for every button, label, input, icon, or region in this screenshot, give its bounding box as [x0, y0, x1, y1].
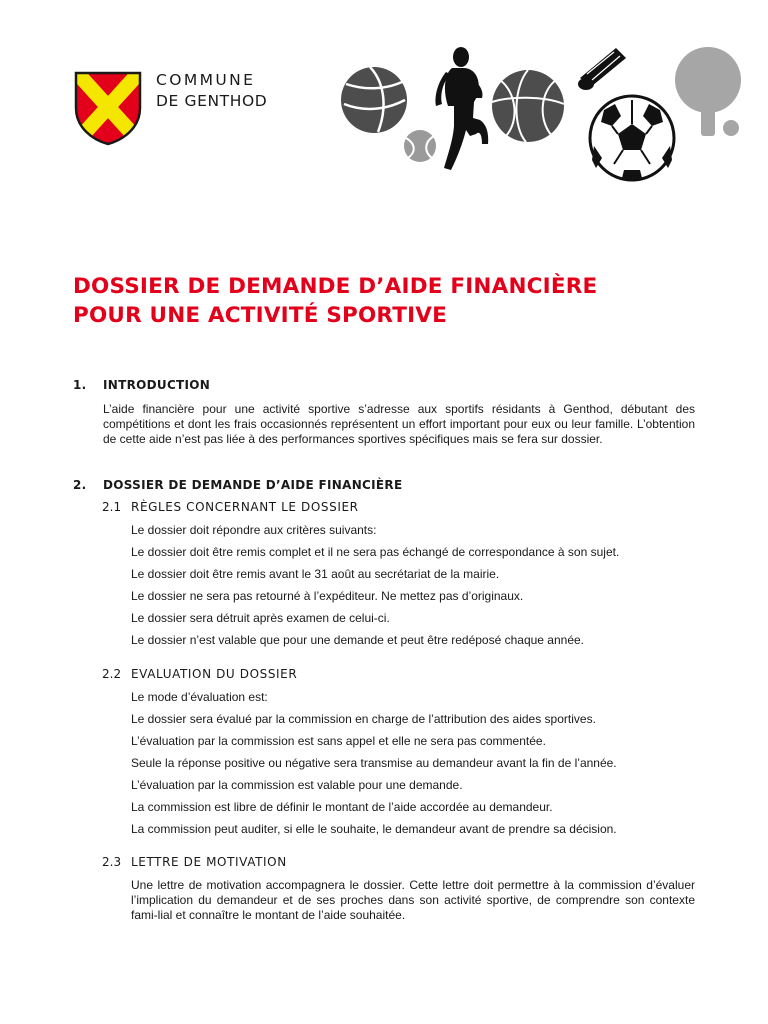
subsection-heading-text: LETTRE DE MOTIVATION	[131, 855, 287, 869]
logo-line-1: COMMUNE	[156, 71, 256, 89]
subsection-heading-lettre	[102, 855, 287, 869]
section-number: 2.	[73, 478, 87, 492]
subsection-heading-text: RÈGLES CONCERNANT LE DOSSIER	[131, 500, 359, 514]
subsection-number: 2.1	[102, 500, 122, 514]
logo-line-2: DE GENTHOD	[156, 92, 268, 110]
introduction-paragraph: L’aide financière pour une activité sportive s’adresse aux sportifs résidants à Genthod, débutant des compétitions et dont les frais occasionnés représentent un effort important pour eux ou leur famille. L’obtention de cette aide n’est pas liée à des performances sportives spécifiques mais se fera sur dossier.	[103, 402, 695, 446]
commune-logotype	[156, 70, 267, 112]
runner-icon	[435, 47, 488, 170]
volleyball-icon	[341, 67, 407, 133]
motivation-paragraph: Une lettre de motivation accompagnera le dossier. Cette lettre doit permettre à la commission d’évaluer l’implication du demandeur et de ses proches dans son activité sportive, de comprendre son contexte fami-lial et connaître le montant de l’aide souhaitée.	[131, 878, 695, 922]
subsection-number: 2.3	[102, 855, 122, 869]
evaluation-line: L’évaluation par la commission est sans appel et elle ne sera pas commentée.	[131, 734, 546, 748]
subsection-heading-text: EVALUATION DU DOSSIER	[131, 667, 298, 681]
rule-line: Le dossier doit être remis complet et il ne sera pas échangé de correspondance à son sujet.	[131, 545, 620, 559]
rule-line: Le dossier n’est valable que pour une demande et peut être redéposé chaque année.	[131, 633, 584, 647]
title-line-1: DOSSIER DE DEMANDE D’AIDE FINANCIÈRE	[73, 274, 598, 299]
evaluation-line: La commission est libre de définir le montant de l’aide accordée au demandeur.	[131, 800, 553, 814]
section-number: 1.	[73, 378, 87, 392]
sports-illustration	[330, 40, 750, 190]
genthod-crest-logo	[73, 70, 143, 146]
section-heading-text: INTRODUCTION	[103, 378, 211, 392]
title-line-2: POUR UNE ACTIVITÉ SPORTIVE	[73, 303, 448, 328]
section-heading-dossier	[73, 478, 402, 492]
rule-line: Le dossier doit répondre aux critères suivants:	[131, 523, 377, 537]
evaluation-line: L’évaluation par la commission est valable pour une demande.	[131, 778, 463, 792]
evaluation-line: Le dossier sera évalué par la commission en charge de l’attribution des aides sportives.	[131, 712, 596, 726]
section-heading-introduction	[73, 378, 210, 392]
evaluation-line: Seule la réponse positive ou négative sera transmise au demandeur avant la fin de l’année.	[131, 756, 617, 770]
subsection-heading-regles	[102, 500, 359, 514]
subsection-heading-evaluation	[102, 667, 297, 681]
evaluation-line: Le mode d’évaluation est:	[131, 690, 268, 704]
rule-line: Le dossier ne sera pas retourné à l’expéditeur. Ne mettez pas d’originaux.	[131, 589, 524, 603]
rule-line: Le dossier sera détruit après examen de celui-ci.	[131, 611, 390, 625]
rule-line: Le dossier doit être remis avant le 31 août au secrétariat de la mairie.	[131, 567, 500, 581]
subsection-number: 2.2	[102, 667, 122, 681]
soccer-ball-icon	[590, 96, 674, 181]
section-heading-text: DOSSIER DE DEMANDE D’AIDE FINANCIÈRE	[103, 478, 403, 492]
tennis-ball-icon	[404, 130, 436, 162]
basketball-icon	[492, 70, 564, 142]
document-title	[73, 272, 713, 330]
evaluation-line: La commission peut auditer, si elle le souhaite, le demandeur avant de prendre sa décision.	[131, 822, 617, 836]
ping-pong-paddle-icon	[675, 47, 741, 136]
shuttlecock-icon	[578, 48, 626, 90]
